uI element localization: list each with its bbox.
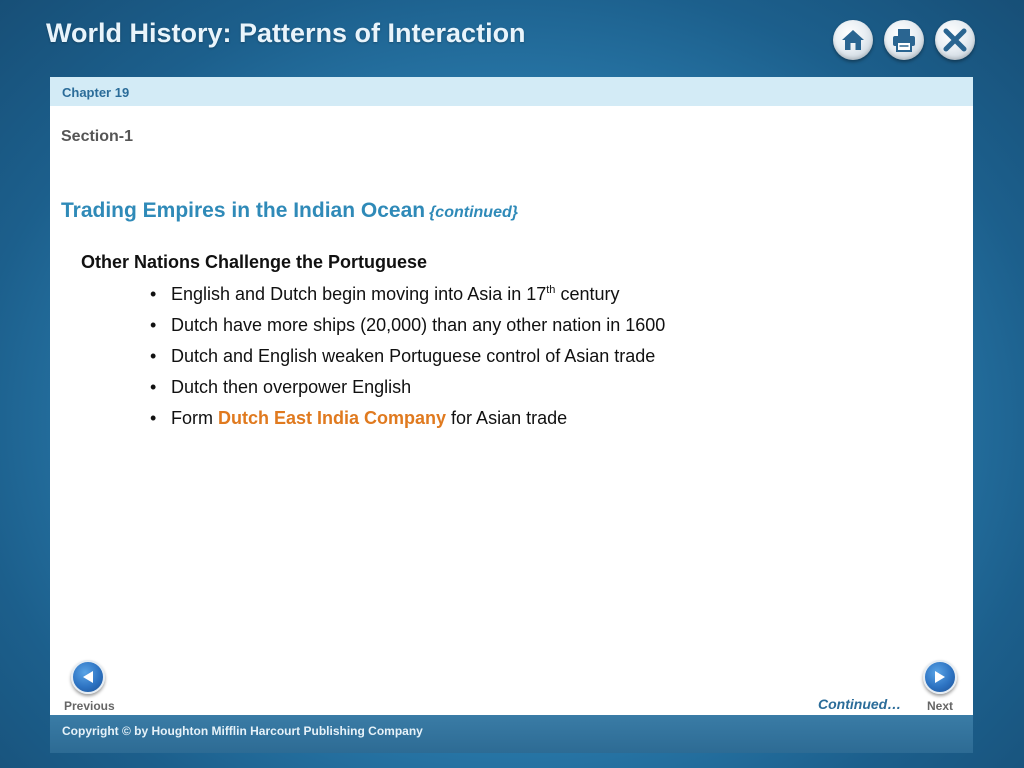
bullet-item (150, 375, 665, 406)
highlighted-term: Dutch East India Company (218, 408, 447, 428)
bullet-item (150, 406, 665, 437)
bullet-text: Dutch have more ships (20,000) than any other nation in 1600 (171, 315, 666, 335)
footer-bar (50, 715, 973, 753)
bullet-superscript: th (546, 284, 556, 296)
previous-label[interactable]: Previous (64, 699, 115, 713)
bullet-list (150, 282, 665, 437)
bullet-item (150, 282, 665, 313)
slide-panel (50, 77, 973, 753)
chapter-bar (50, 77, 973, 106)
bullet-text: English and Dutch begin moving into Asia in 17 (171, 284, 547, 304)
next-label[interactable]: Next (927, 699, 954, 713)
home-button[interactable] (833, 20, 873, 60)
slide-title (61, 199, 518, 223)
slide-subheading: Other Nations Challenge the Portuguese (81, 252, 428, 272)
app-title: World History: Patterns of Interaction (46, 18, 526, 48)
slide-title-suffix: {continued} (429, 204, 518, 221)
arrow-left-icon (80, 669, 96, 685)
bullet-text-after: century (555, 284, 620, 304)
print-icon (891, 27, 917, 53)
slide-title-text: Trading Empires in the Indian Ocean (61, 199, 426, 222)
previous-button[interactable] (71, 660, 105, 694)
bullet-text-after: for Asian trade (446, 408, 568, 428)
copyright-text: Copyright © by Houghton Mifflin Harcourt Publishing Company (62, 724, 423, 738)
bullet-text: Dutch then overpower English (171, 377, 412, 397)
close-button[interactable] (935, 20, 975, 60)
bullet-text: Dutch and English weaken Portuguese control of Asian trade (171, 346, 656, 366)
bullet-item (150, 344, 665, 375)
arrow-right-icon (932, 669, 948, 685)
bullet-text: Form (171, 408, 218, 428)
home-icon (840, 27, 866, 53)
continued-label: Continued… (818, 696, 902, 712)
bullet-item (150, 313, 665, 344)
print-button[interactable] (884, 20, 924, 60)
next-button[interactable] (923, 660, 957, 694)
section-label: Section-1 (61, 128, 134, 145)
close-icon (942, 27, 968, 53)
chapter-label: Chapter 19 (62, 85, 130, 100)
